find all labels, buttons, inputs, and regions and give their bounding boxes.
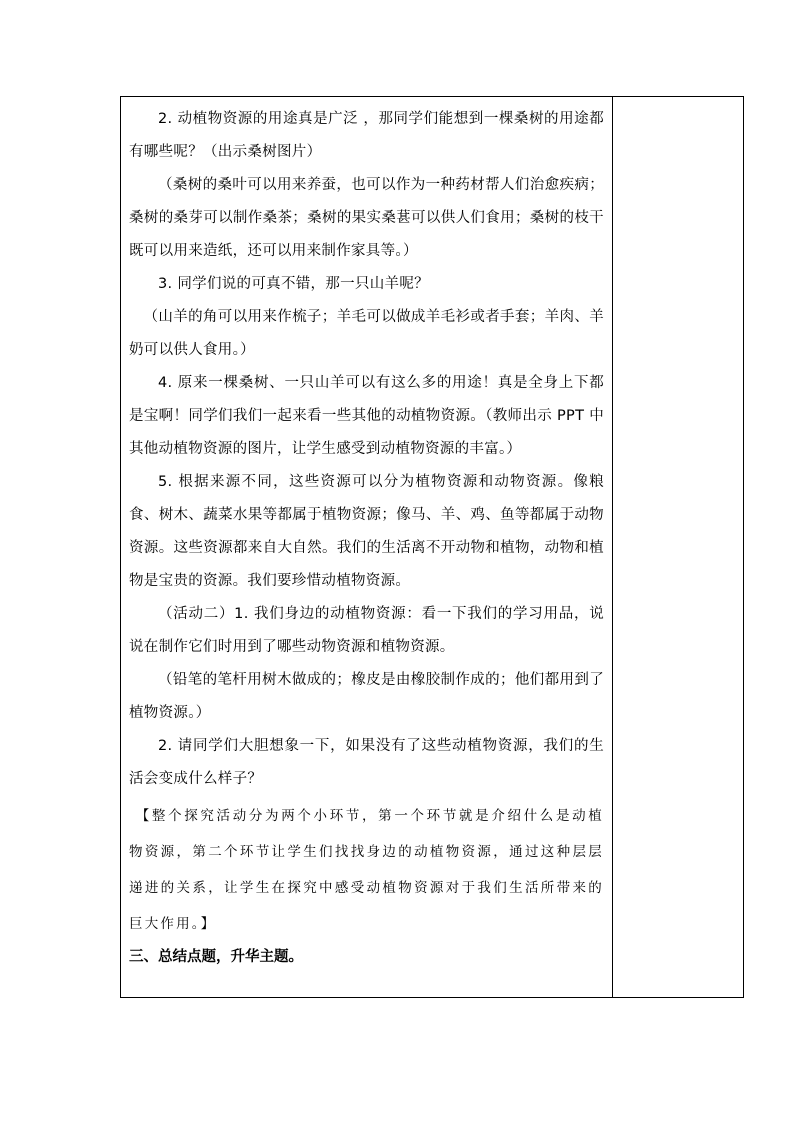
paragraph-mulberry-question: 2. 动植物资源的用途真是广泛 ，那同学们能想到一棵桑树的用途都有哪些呢？（出示桑树图片） [129, 111, 604, 160]
lesson-plan-table [120, 96, 744, 998]
notes-column-cell [613, 97, 743, 997]
paragraph-goat-question: 3. 同学们说的可真不错，那一只山羊呢？ [158, 276, 429, 292]
lesson-content-cell [121, 97, 612, 997]
paragraph-mulberry-answer: （桑树的桑叶可以用来养蚕，也可以作为一种药材帮人们治愈疾病；桑树的桑芽可以制作桑茶；桑树的果实桑葚可以供人们食用；桑树的枝干既可以用来造纸，还可以用来制作家具等。） [129, 177, 604, 259]
paragraph-goat-answer: （山羊的角可以用来作梳子；羊毛可以做成羊毛衫或者手套；羊肉、羊奶可以供人食用。） [129, 309, 604, 358]
paragraph-classification: 5. 根据来源不同，这些资源可以分为植物资源和动物资源。像粮食、树木、蔬菜水果等都属于植物资源；像马、羊、鸡、鱼等都属于动物资源。这些资源都来自大自然。我们的生活离不开动物和植物，动物和植物是宝贵的资源。我们要珍惜动植物资源。 [129, 474, 604, 589]
paragraph-stationery-answer: （铅笔的笔杆用树木做成的；橡皮是由橡胶制作成的；他们都用到了植物资源。） [129, 672, 604, 721]
paragraph-imagine-question: 2. 请同学们大胆想象一下，如果没有了这些动植物资源，我们的生活会变成什么样子？ [129, 738, 604, 787]
section-heading-summary: 三、总结点题，升华主题。 [129, 949, 303, 965]
paragraph-other-resources: 4. 原来一棵桑树、一只山羊可以有这么多的用途！真是全身上下都是宝啊！同学们我们一起来看一些其他的动植物资源。（教师出示 PPT 中其他动植物资源的图片，让学生感受到动植物资源的丰富。） [129, 375, 604, 457]
paragraph-activity-two: （活动二）1. 我们身边的动植物资源：看一下我们的学习用品，说说在制作它们时用到了哪些动物资源和植物资源。 [129, 606, 604, 655]
design-intent-note: 【整个探究活动分为两个小环节，第一个环节就是介绍什么是动植物资源，第二个环节让学生们找找身边的动植物资源，通过这种层层递进的关系，让学生在探究中感受动植物资源对于我们生活所带来的巨大作用。】 [129, 808, 604, 932]
